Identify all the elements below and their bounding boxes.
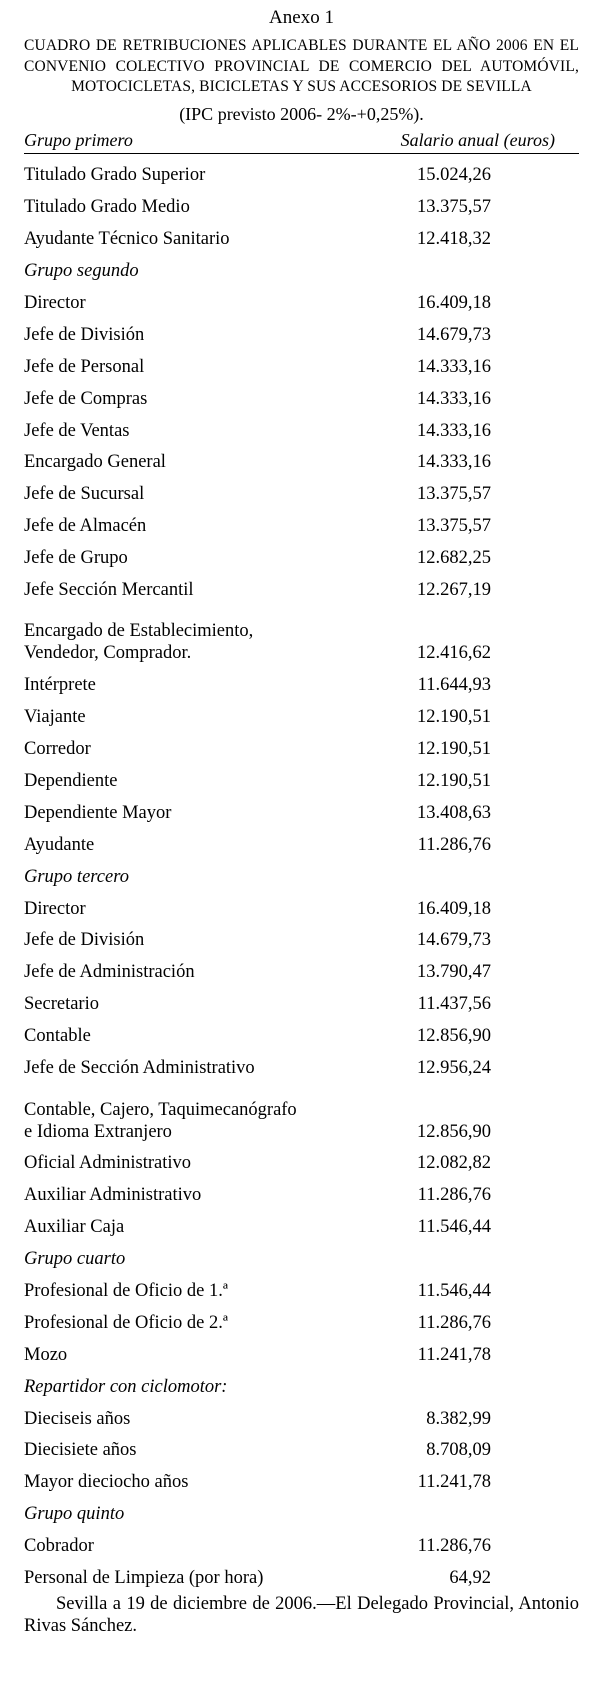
category-label: Jefe de Sección Administrativo (24, 1058, 255, 1079)
category-label: Jefe de Almacén (24, 516, 147, 537)
category-label: Mozo (24, 1344, 68, 1365)
table-row (24, 1081, 579, 1145)
salary-value: 12.418,32 (417, 229, 491, 250)
table-row (24, 1559, 579, 1591)
table-row (24, 1527, 579, 1559)
table-row (24, 1017, 579, 1049)
table-row (24, 380, 579, 412)
group-heading: Grupo tercero (24, 866, 129, 887)
category-label: Jefe de Compras (24, 388, 148, 409)
table-row (24, 1463, 579, 1495)
category-label: Mayor dieciocho años (24, 1472, 189, 1493)
category-label: Auxiliar Caja (24, 1217, 125, 1238)
category-label: Cobrador (24, 1536, 94, 1557)
category-label: Director (24, 292, 86, 313)
category-label: Jefe de Sucursal (24, 484, 145, 505)
table-row (24, 953, 579, 985)
salary-value: 14.333,16 (417, 420, 491, 441)
table-row (24, 1049, 579, 1081)
group-heading-row (24, 1495, 579, 1527)
category-label: Ayudante (24, 834, 95, 855)
table-row (24, 985, 579, 1017)
group-heading-row (24, 1368, 579, 1400)
salary-value: 14.679,73 (417, 930, 491, 951)
salary-value: 12.190,51 (417, 707, 491, 728)
header-group-label: Grupo primero (24, 129, 133, 150)
salary-value: 11.437,56 (417, 994, 491, 1015)
table-row (24, 762, 579, 794)
category-label: Jefe Sección Mercantil (24, 579, 194, 600)
salary-value: 11.286,76 (417, 1185, 491, 1206)
category-label: Jefe de Personal (24, 356, 145, 377)
salary-value: 16.409,18 (417, 898, 491, 919)
salary-value: 8.382,99 (426, 1408, 491, 1429)
table-row (24, 730, 579, 762)
table-row (24, 890, 579, 922)
group-heading: Grupo quinto (24, 1504, 125, 1525)
salary-value: 14.679,73 (417, 324, 491, 345)
category-label: Jefe de División (24, 324, 145, 345)
table-row (24, 475, 579, 507)
table-row (24, 1208, 579, 1240)
salary-value: 11.546,44 (417, 1217, 491, 1238)
salary-value: 12.856,90 (417, 1121, 491, 1142)
category-label: Dependiente Mayor (24, 802, 172, 823)
group-heading-row (24, 252, 579, 284)
salary-value: 14.333,16 (417, 452, 491, 473)
table-row (24, 507, 579, 539)
category-label: Encargado General (24, 452, 166, 473)
category-label: Jefe de Grupo (24, 548, 128, 569)
salary-value: 64,92 (449, 1568, 491, 1589)
salary-value: 11.286,76 (417, 1312, 491, 1333)
category-label: Secretario (24, 994, 99, 1015)
salary-value: 12.082,82 (417, 1153, 491, 1174)
salary-value: 11.286,76 (417, 1536, 491, 1557)
category-label: Jefe de División (24, 930, 145, 951)
category-label: Contable (24, 1026, 91, 1047)
salary-value: 11.644,93 (417, 675, 491, 696)
salary-value: 12.416,62 (417, 643, 491, 664)
category-label: Intérprete (24, 675, 96, 696)
category-label: Encargado de Establecimiento, Vendedor, Comprador. (24, 621, 254, 664)
category-label: Oficial Administrativo (24, 1153, 191, 1174)
category-label: Jefe de Ventas (24, 420, 130, 441)
salary-value: 12.682,25 (417, 548, 491, 569)
table-row (24, 666, 579, 698)
salary-value: 11.286,76 (417, 834, 491, 855)
salary-table (24, 157, 579, 1592)
category-label: Dieciseis años (24, 1408, 131, 1429)
category-label: Contable, Cajero, Taquimecanógrafo e Idioma Extranjero (24, 1099, 297, 1142)
category-label: Personal de Limpieza (por hora) (24, 1568, 264, 1589)
category-label: Profesional de Oficio de 1.ª (24, 1281, 228, 1301)
category-label: Corredor (24, 739, 91, 760)
salary-value: 11.546,44 (417, 1281, 491, 1301)
salary-value: 16.409,18 (417, 292, 491, 313)
table-row (24, 603, 579, 667)
salary-value: 14.333,16 (417, 356, 491, 377)
annex-title: Anexo 1 (269, 7, 334, 28)
salary-value: 11.241,78 (417, 1472, 491, 1493)
salary-value: 11.241,78 (417, 1344, 491, 1365)
header-salary-label: Salario anual (euros) (400, 129, 555, 150)
table-row (24, 188, 579, 220)
salary-value: 8.708,09 (426, 1440, 491, 1461)
salary-value: 15.024,26 (417, 165, 491, 186)
salary-value: 12.190,51 (417, 771, 491, 792)
salary-value: 12.956,24 (417, 1058, 491, 1079)
category-label: Profesional de Oficio de 2.ª (24, 1312, 228, 1333)
table-row (24, 1145, 579, 1177)
category-label: Director (24, 898, 86, 919)
table-row (24, 539, 579, 571)
table-row (24, 412, 579, 444)
category-label: Diecisiete años (24, 1440, 137, 1461)
table-row (24, 1432, 579, 1464)
category-label: Titulado Grado Superior (24, 165, 206, 186)
salary-value: 13.375,57 (417, 484, 491, 505)
table-row (24, 1304, 579, 1336)
group-heading: Repartidor con ciclomotor: (24, 1376, 228, 1397)
table-row (24, 698, 579, 730)
table-row (24, 348, 579, 380)
table-header (24, 129, 579, 154)
salary-value: 13.375,57 (417, 516, 491, 537)
group-heading: Grupo segundo (24, 261, 139, 282)
category-label: Titulado Grado Medio (24, 197, 190, 218)
salary-value: 14.333,16 (417, 388, 491, 409)
table-row (24, 444, 579, 476)
category-label: Auxiliar Administrativo (24, 1185, 202, 1206)
table-row (24, 794, 579, 826)
table-row (24, 1272, 579, 1304)
table-caption: CUADRO DE RETRIBUCIONES APLICABLES DURANTE EL AÑO 2006 EN EL CONVENIO COLECTIVO PROVINCIAL DE COMERCIO DEL AUTOMÓVIL, MOTOCICLETAS, BICICLETAS Y SUS ACCESORIOS DE SEVILLA (24, 37, 579, 95)
table-row (24, 157, 579, 189)
salary-value: 12.190,51 (417, 739, 491, 760)
salary-value: 13.408,63 (417, 802, 491, 823)
category-label: Jefe de Administración (24, 962, 195, 983)
category-label: Viajante (24, 707, 86, 728)
table-row (24, 220, 579, 252)
table-row (24, 922, 579, 954)
salary-value: 13.375,57 (417, 197, 491, 218)
table-row (24, 571, 579, 603)
group-heading-row (24, 858, 579, 890)
table-row (24, 284, 579, 316)
table-row (24, 316, 579, 348)
table-row (24, 1400, 579, 1432)
table-row (24, 1176, 579, 1208)
group-heading-row (24, 1240, 579, 1272)
salary-value: 13.790,47 (417, 962, 491, 983)
table-row (24, 1336, 579, 1368)
table-row (24, 826, 579, 858)
salary-value: 12.267,19 (417, 579, 491, 600)
signature-footer: Sevilla a 19 de diciembre de 2006.—El Delegado Provincial, Antonio Rivas Sánchez. (24, 1594, 579, 1637)
category-label: Dependiente (24, 771, 118, 792)
salary-value: 12.856,90 (417, 1026, 491, 1047)
category-label: Ayudante Técnico Sanitario (24, 229, 230, 250)
group-heading: Grupo cuarto (24, 1249, 126, 1270)
ipc-note: (IPC previsto 2006- 2%-+0,25%). (179, 103, 424, 124)
